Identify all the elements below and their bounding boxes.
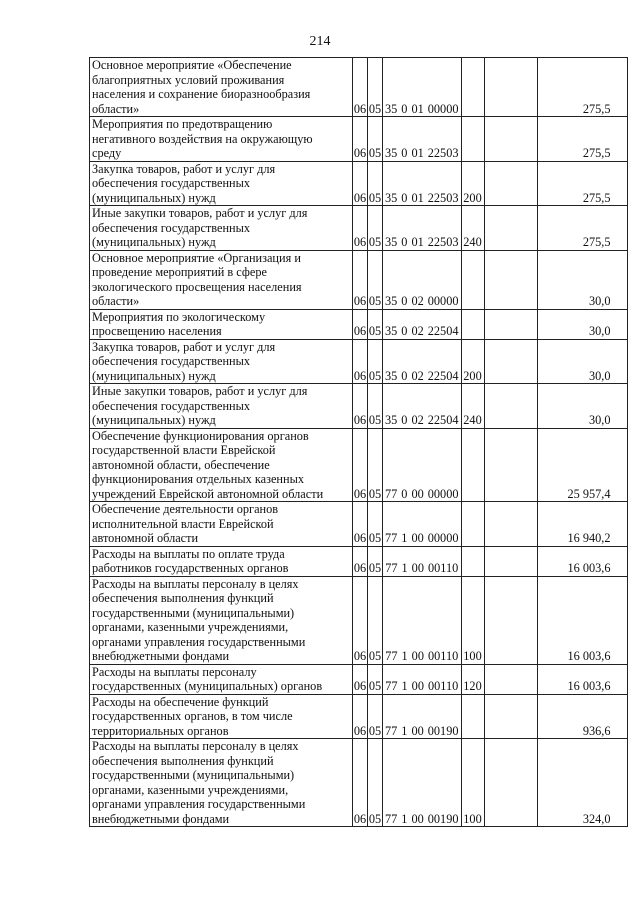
cs-code-part: 00190 xyxy=(427,723,459,738)
row-name-line: Мероприятия по предотвращению xyxy=(92,117,273,131)
cs-code-part: 35 xyxy=(385,101,398,116)
row-name-line: среду xyxy=(92,146,122,160)
row-rz-cell: 06 xyxy=(353,309,368,339)
table-row xyxy=(90,739,628,827)
row-cs-cell xyxy=(383,309,462,339)
row-rz-cell: 06 xyxy=(353,206,368,251)
row-name-line: Расходы на выплаты по оплате труда xyxy=(92,546,285,561)
row-sum-cell: 30,0 xyxy=(537,309,627,339)
table-row xyxy=(90,576,628,664)
cs-code-part: 0 xyxy=(401,235,408,249)
cs-code-part: 77 xyxy=(385,486,398,501)
cs-code-part: 1 xyxy=(401,723,408,738)
row-pr-cell: 05 xyxy=(368,206,383,251)
row-name-line: области» xyxy=(92,294,140,308)
row-pr-cell: 05 xyxy=(368,384,383,429)
cs-code-part: 0 xyxy=(401,190,408,205)
row-name-line: (муниципальных) нужд xyxy=(92,368,216,383)
row-name-line: Основное мероприятие «Обеспечение xyxy=(92,58,292,72)
cs-code-part: 77 xyxy=(385,811,398,826)
row-vr-cell: 120 xyxy=(461,664,484,694)
row-name-line: Расходы на выплаты персоналу xyxy=(92,664,257,679)
row-pr-cell: 05 xyxy=(368,428,383,502)
row-vr-cell xyxy=(461,694,484,739)
row-cs-code xyxy=(383,679,460,693)
row-name-cell xyxy=(90,546,353,576)
row-name-line: обеспечения государственных xyxy=(92,398,251,413)
row-name-line: Основное мероприятие «Организация и xyxy=(92,250,301,265)
cs-code-part: 01 xyxy=(411,101,424,116)
row-empty-cell xyxy=(484,206,537,251)
cs-code-part: 02 xyxy=(411,413,424,427)
row-empty-cell xyxy=(484,546,537,576)
table-row xyxy=(90,664,628,694)
row-sum-cell: 16 940,2 xyxy=(537,502,627,547)
row-empty-cell xyxy=(484,694,537,739)
row-sum-cell: 275,5 xyxy=(537,206,627,251)
row-name-line: внебюджетными фондами xyxy=(92,649,230,663)
row-rz-cell: 06 xyxy=(353,161,368,206)
row-name-line: Обеспечение функционирования органов xyxy=(92,428,309,443)
row-vr-cell: 200 xyxy=(461,161,484,206)
row-vr-cell: 100 xyxy=(461,739,484,827)
row-name-line: Мероприятия по экологическому xyxy=(92,309,266,324)
cs-code-part: 00110 xyxy=(427,561,459,575)
row-rz-cell: 06 xyxy=(353,664,368,694)
row-name-cell xyxy=(90,117,353,162)
row-rz-cell: 06 xyxy=(353,694,368,739)
row-empty-cell xyxy=(484,117,537,162)
cs-code-part: 22503 xyxy=(427,235,459,249)
row-cs-code xyxy=(383,146,461,160)
cs-code-part: 02 xyxy=(411,368,424,383)
row-rz-cell: 06 xyxy=(353,250,368,309)
row-cs-code xyxy=(383,102,461,116)
row-name-line: (муниципальных) нужд xyxy=(92,235,216,249)
row-name-line: Закупка товаров, работ и услуг для xyxy=(92,161,276,176)
table-row xyxy=(90,694,628,739)
row-cs-code xyxy=(383,324,461,338)
row-sum-cell: 275,5 xyxy=(537,58,627,117)
cs-code-part: 1 xyxy=(401,649,408,663)
table-row xyxy=(90,250,628,309)
row-name-line: органами, казенными учреждениями, xyxy=(92,620,289,634)
row-rz-cell: 06 xyxy=(353,339,368,384)
row-cs-cell xyxy=(383,339,462,384)
cs-code-part: 1 xyxy=(401,531,408,545)
row-name-line: населения и сохранение биоразнообразия xyxy=(92,87,311,101)
row-pr-cell: 05 xyxy=(368,694,383,739)
row-name-cell xyxy=(90,428,353,502)
row-name-line: внебюджетными фондами xyxy=(92,811,230,826)
row-name-line: исполнительной власти Еврейской xyxy=(92,516,274,531)
cs-code-part: 00 xyxy=(411,531,424,545)
row-name-line: Иные закупки товаров, работ и услуг для xyxy=(92,384,308,398)
row-rz-cell: 06 xyxy=(353,58,368,117)
cs-code-part: 00000 xyxy=(427,531,459,545)
row-cs-code xyxy=(383,561,460,575)
row-name-line: области» xyxy=(92,101,140,116)
row-name-line: обеспечения выполнения функций xyxy=(92,753,274,768)
cs-code-part: 0 xyxy=(401,324,408,338)
row-cs-cell xyxy=(383,502,462,547)
table-row xyxy=(90,58,628,117)
row-cs-cell xyxy=(383,117,462,162)
row-empty-cell xyxy=(484,739,537,827)
row-vr-cell xyxy=(461,58,484,117)
row-rz-cell: 06 xyxy=(353,117,368,162)
cs-code-part: 00000 xyxy=(427,101,459,116)
cs-code-part: 02 xyxy=(411,324,424,338)
cs-code-part: 00110 xyxy=(427,649,459,663)
cs-code-part: 0 xyxy=(401,146,408,160)
cs-code-part: 35 xyxy=(385,324,398,338)
row-name-line: функционирования отдельных казенных xyxy=(92,472,304,486)
row-name-cell xyxy=(90,576,353,664)
cs-code-part: 77 xyxy=(385,561,398,575)
row-name-line: благоприятных условий проживания xyxy=(92,72,285,87)
table-row xyxy=(90,206,628,251)
cs-code-part: 02 xyxy=(411,294,424,308)
row-sum-cell: 16 003,6 xyxy=(537,546,627,576)
row-name-line: негативного воздействия на окружающую xyxy=(92,131,313,146)
row-name-line: Расходы на обеспечение функций xyxy=(92,694,269,709)
cs-code-part: 77 xyxy=(385,679,398,693)
row-sum-cell: 324,0 xyxy=(537,739,627,827)
table-row xyxy=(90,384,628,429)
row-name-line: территориальных органов xyxy=(92,723,229,738)
cs-code-part: 01 xyxy=(411,235,424,249)
cs-code-part: 01 xyxy=(411,146,424,160)
cs-code-part: 22503 xyxy=(427,190,459,205)
cs-code-part: 22503 xyxy=(427,146,459,160)
row-rz-cell: 06 xyxy=(353,384,368,429)
row-rz-cell: 06 xyxy=(353,502,368,547)
row-name-line: (муниципальных) нужд xyxy=(92,413,216,427)
row-name-line: Расходы на выплаты персоналу в целях xyxy=(92,739,299,753)
row-cs-cell xyxy=(383,428,462,502)
row-cs-code xyxy=(383,812,461,826)
row-pr-cell: 05 xyxy=(368,161,383,206)
row-name-line: работников государственных органов xyxy=(92,561,289,575)
row-name-line: обеспечения выполнения функций xyxy=(92,591,274,605)
cs-code-part: 77 xyxy=(385,649,398,663)
cs-code-part: 0 xyxy=(401,101,408,116)
cs-code-part: 22504 xyxy=(427,413,459,427)
row-cs-cell xyxy=(383,384,462,429)
row-cs-cell xyxy=(383,739,462,827)
row-empty-cell xyxy=(484,58,537,117)
row-empty-cell xyxy=(484,664,537,694)
row-sum-cell: 16 003,6 xyxy=(537,576,627,664)
cs-code-part: 00 xyxy=(411,486,424,501)
row-name-line: (муниципальных) нужд xyxy=(92,190,216,205)
row-name-line: автономной области, обеспечение xyxy=(92,457,270,472)
table-row xyxy=(90,502,628,547)
row-name-cell xyxy=(90,309,353,339)
table-row xyxy=(90,117,628,162)
row-name-cell xyxy=(90,664,353,694)
cs-code-part: 00110 xyxy=(427,679,459,693)
row-sum-cell: 275,5 xyxy=(537,117,627,162)
row-name-line: обеспечения государственных xyxy=(92,176,251,190)
row-sum-cell: 25 957,4 xyxy=(537,428,627,502)
row-name-cell xyxy=(90,694,353,739)
row-pr-cell: 05 xyxy=(368,664,383,694)
row-cs-code xyxy=(383,191,461,205)
row-name-line: Расходы на выплаты персоналу в целях xyxy=(92,576,299,591)
row-name-line: автономной области xyxy=(92,531,199,545)
row-cs-cell xyxy=(383,664,462,694)
row-name-line: проведение мероприятий в сфере xyxy=(92,265,267,279)
row-vr-cell xyxy=(461,250,484,309)
row-name-line: обеспечения государственных xyxy=(92,354,251,368)
row-name-cell xyxy=(90,339,353,384)
row-sum-cell: 30,0 xyxy=(537,384,627,429)
table-row xyxy=(90,428,628,502)
cs-code-part: 01 xyxy=(411,190,424,205)
row-cs-cell xyxy=(383,576,462,664)
row-vr-cell xyxy=(461,117,484,162)
row-pr-cell: 05 xyxy=(368,339,383,384)
cs-code-part: 35 xyxy=(385,235,398,249)
cs-code-part: 0 xyxy=(401,413,408,427)
cs-code-part: 35 xyxy=(385,294,398,308)
cs-code-part: 22504 xyxy=(427,324,459,338)
row-name-line: экологического просвещения населения xyxy=(92,279,302,294)
row-pr-cell: 05 xyxy=(368,250,383,309)
row-name-line: государственной власти Еврейской xyxy=(92,443,276,457)
cs-code-part: 35 xyxy=(385,190,398,205)
row-cs-cell xyxy=(383,161,462,206)
row-name-line: Обеспечение деятельности органов xyxy=(92,502,279,516)
row-cs-code xyxy=(383,724,461,738)
row-name-cell xyxy=(90,384,353,429)
row-name-cell xyxy=(90,161,353,206)
row-cs-cell xyxy=(383,694,462,739)
row-sum-cell: 275,5 xyxy=(537,161,627,206)
row-name-line: государственных органов, в том числе xyxy=(92,709,293,723)
row-cs-code xyxy=(383,235,461,249)
row-name-line: государственными (муниципальными) xyxy=(92,768,295,782)
row-rz-cell: 06 xyxy=(353,428,368,502)
cs-code-part: 00190 xyxy=(427,811,459,826)
table-row xyxy=(90,339,628,384)
row-vr-cell: 200 xyxy=(461,339,484,384)
row-name-cell xyxy=(90,502,353,547)
row-name-cell xyxy=(90,58,353,117)
row-name-line: просвещению населения xyxy=(92,324,222,338)
row-cs-cell xyxy=(383,206,462,251)
row-name-cell xyxy=(90,739,353,827)
row-cs-code xyxy=(383,649,460,663)
cs-code-part: 77 xyxy=(385,723,398,738)
row-name-line: государственными (муниципальными) xyxy=(92,605,295,620)
cs-code-part: 00 xyxy=(411,561,424,575)
row-name-line: учреждений Еврейской автономной области xyxy=(92,486,324,501)
cs-code-part: 35 xyxy=(385,368,398,383)
row-cs-code xyxy=(383,487,461,501)
cs-code-part: 1 xyxy=(401,561,408,575)
row-vr-cell: 240 xyxy=(461,384,484,429)
row-cs-code xyxy=(383,369,461,383)
cs-code-part: 00 xyxy=(411,723,424,738)
row-vr-cell: 240 xyxy=(461,206,484,251)
row-cs-cell xyxy=(383,546,462,576)
row-cs-code xyxy=(383,531,461,545)
row-empty-cell xyxy=(484,309,537,339)
row-rz-cell: 06 xyxy=(353,576,368,664)
budget-table xyxy=(89,57,628,827)
row-vr-cell xyxy=(461,309,484,339)
row-cs-cell xyxy=(383,250,462,309)
cs-code-part: 0 xyxy=(401,368,408,383)
table-row xyxy=(90,161,628,206)
table-row xyxy=(90,546,628,576)
cs-code-part: 00 xyxy=(411,811,424,826)
row-empty-cell xyxy=(484,161,537,206)
row-vr-cell xyxy=(461,502,484,547)
row-empty-cell xyxy=(484,576,537,664)
page-number: 214 xyxy=(309,34,331,49)
cs-code-part: 77 xyxy=(385,531,398,545)
cs-code-part: 1 xyxy=(401,811,408,826)
cs-code-part: 22504 xyxy=(427,368,459,383)
row-pr-cell: 05 xyxy=(368,309,383,339)
row-empty-cell xyxy=(484,339,537,384)
table-row xyxy=(90,309,628,339)
row-sum-cell: 16 003,6 xyxy=(537,664,627,694)
row-name-line: органами управления государственными xyxy=(92,797,306,811)
row-name-cell xyxy=(90,250,353,309)
row-vr-cell: 100 xyxy=(461,576,484,664)
row-sum-cell: 30,0 xyxy=(537,250,627,309)
row-pr-cell: 05 xyxy=(368,502,383,547)
cs-code-part: 00000 xyxy=(427,294,459,308)
row-name-line: органами управления государственными xyxy=(92,634,306,649)
row-cs-cell xyxy=(383,58,462,117)
row-sum-cell: 936,6 xyxy=(537,694,627,739)
row-cs-code xyxy=(383,294,461,308)
row-cs-code xyxy=(383,413,461,427)
cs-code-part: 00 xyxy=(411,679,424,693)
row-rz-cell: 06 xyxy=(353,546,368,576)
row-empty-cell xyxy=(484,250,537,309)
row-empty-cell xyxy=(484,502,537,547)
row-name-line: обеспечения государственных xyxy=(92,220,251,235)
row-name-line: органами, казенными учреждениями, xyxy=(92,782,289,797)
cs-code-part: 0 xyxy=(401,486,408,501)
row-rz-cell: 06 xyxy=(353,739,368,827)
row-pr-cell: 05 xyxy=(368,576,383,664)
cs-code-part: 00000 xyxy=(427,486,459,501)
cs-code-part: 00 xyxy=(411,649,424,663)
row-empty-cell xyxy=(484,428,537,502)
row-name-cell xyxy=(90,206,353,251)
row-name-line: Закупка товаров, работ и услуг для xyxy=(92,339,276,354)
row-pr-cell: 05 xyxy=(368,117,383,162)
row-pr-cell: 05 xyxy=(368,546,383,576)
cs-code-part: 1 xyxy=(401,679,408,693)
row-pr-cell: 05 xyxy=(368,739,383,827)
cs-code-part: 0 xyxy=(401,294,408,308)
row-empty-cell xyxy=(484,384,537,429)
row-vr-cell xyxy=(461,546,484,576)
row-sum-cell: 30,0 xyxy=(537,339,627,384)
row-name-line: государственных (муниципальных) органов xyxy=(92,679,323,693)
row-vr-cell xyxy=(461,428,484,502)
cs-code-part: 35 xyxy=(385,146,398,160)
cs-code-part: 35 xyxy=(385,413,398,427)
row-pr-cell: 05 xyxy=(368,58,383,117)
row-name-line: Иные закупки товаров, работ и услуг для xyxy=(92,206,308,220)
